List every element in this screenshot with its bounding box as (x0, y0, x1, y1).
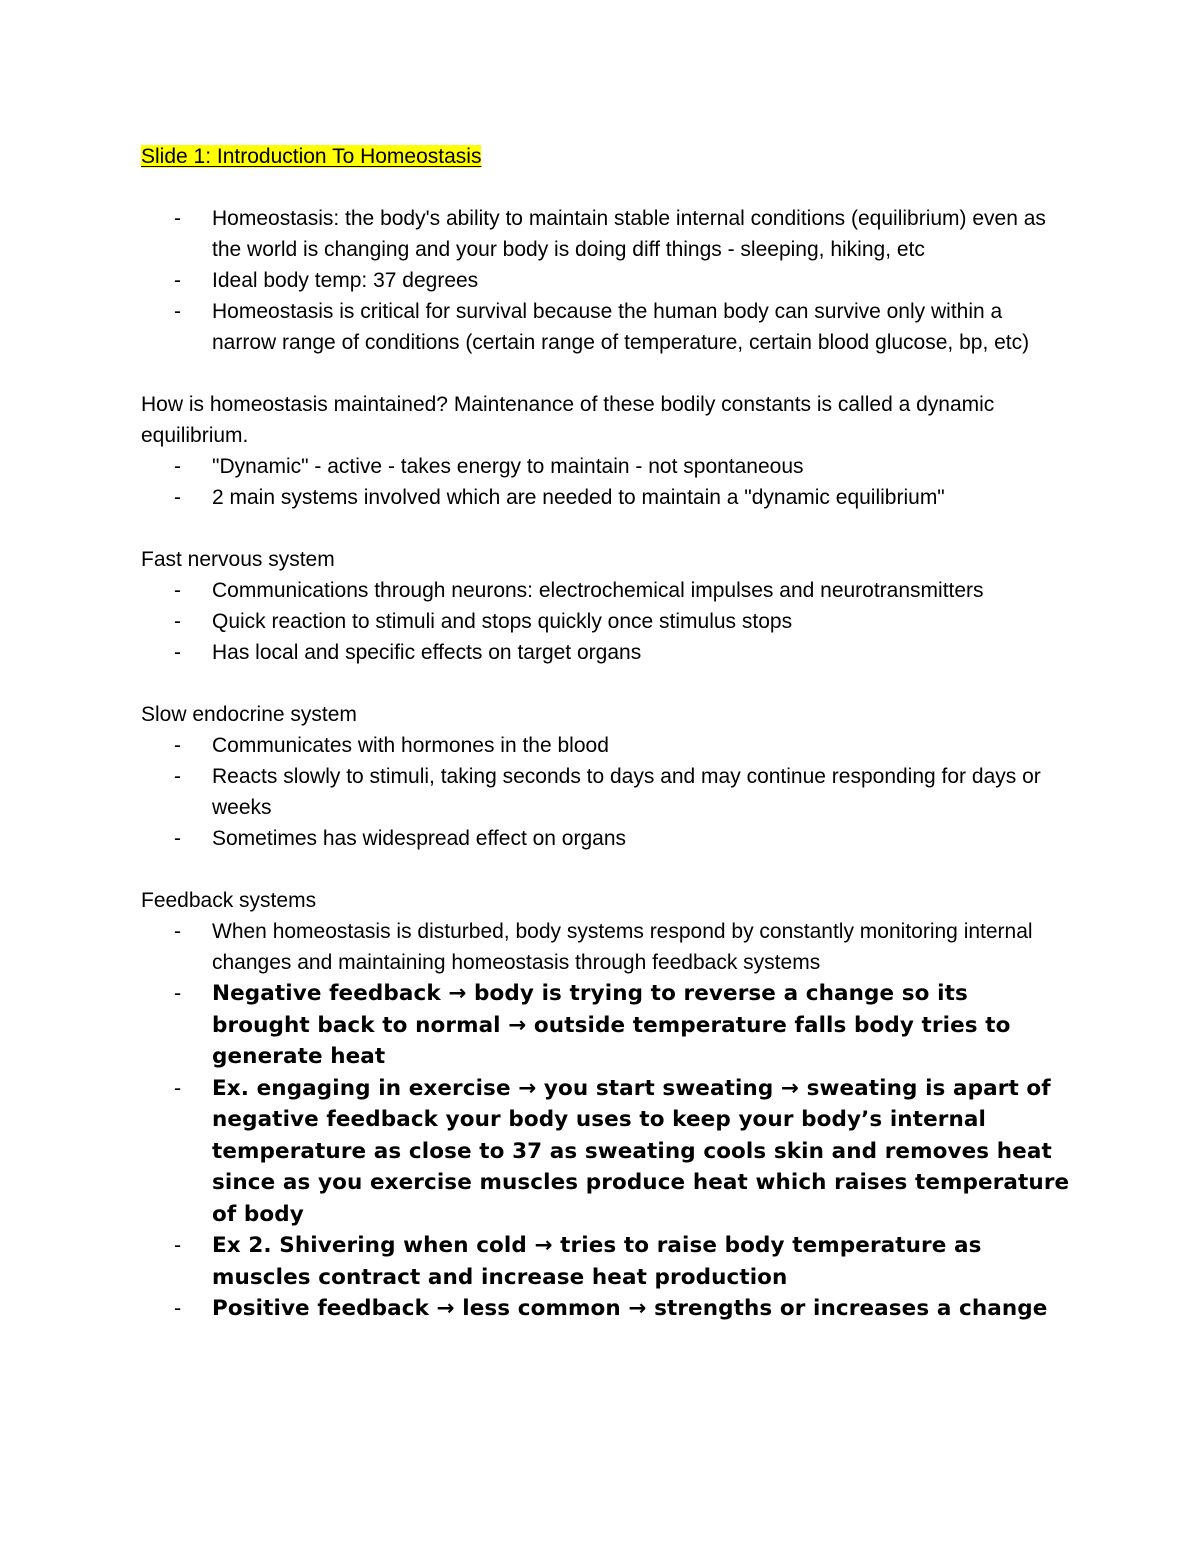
list-item-text: Communicates with hormones in the blood (212, 734, 609, 757)
list-item (141, 761, 1071, 823)
nervous-list (141, 575, 1071, 668)
dash-marker: - (174, 981, 182, 1005)
document-page (141, 141, 1071, 1325)
endocrine-heading: Slow endocrine system (141, 703, 357, 726)
nervous-heading: Fast nervous system (141, 548, 335, 571)
dash-marker: - (174, 1233, 182, 1257)
dash-marker: - (174, 207, 181, 230)
list-item-text: Positive feedback → less common → strengths or increases a change (212, 1296, 1048, 1321)
dash-marker: - (174, 610, 181, 633)
dash-marker: - (174, 486, 181, 509)
list-item (141, 730, 1071, 761)
dash-marker: - (174, 455, 181, 478)
list-item-text: Ex 2. Shivering when cold → tries to raise body temperature as muscles contract and increase heat production (212, 1233, 982, 1290)
blank-line (141, 513, 1071, 544)
dash-marker: - (174, 920, 181, 943)
blank-line (141, 358, 1071, 389)
maintained-paragraph: How is homeostasis maintained? Maintenance of these bodily constants is called a dynamic equilibrium. (141, 393, 995, 447)
dash-marker: - (174, 269, 181, 292)
list-item-text: Communications through neurons: electrochemical impulses and neurotransmitters (212, 579, 984, 602)
maintained-list (141, 451, 1071, 513)
slide-title (141, 141, 1071, 172)
list-item (141, 575, 1071, 606)
dash-marker: - (174, 579, 181, 602)
list-item-text: "Dynamic" - active - takes energy to maintain - not spontaneous (212, 455, 804, 478)
dash-marker: - (174, 765, 181, 788)
list-item-text: Homeostasis is critical for survival because the human body can survive only within a narrow range of conditions (certain range of temperature, certain blood glucose, bp, etc) (212, 300, 1030, 354)
dash-marker: - (174, 827, 181, 850)
list-item-text: When homeostasis is disturbed, body systems respond by constantly monitoring internal changes and maintaining homeostasis through feedback systems (212, 920, 1033, 974)
slide-title-text: Slide 1: Introduction To Homeostasis (141, 145, 482, 168)
list-item (141, 451, 1071, 482)
list-item (141, 296, 1071, 358)
list-item-text: Homeostasis: the body's ability to maintain stable internal conditions (equilibrium) even as the world is changing and your body is doing diff things - sleeping, hiking, etc (212, 207, 1046, 261)
feedback-list (141, 916, 1071, 1325)
list-item-text: Quick reaction to stimuli and stops quickly once stimulus stops (212, 610, 793, 633)
list-item-text: Reacts slowly to stimuli, taking seconds to days and may continue responding for days or weeks (212, 765, 1041, 819)
list-item (141, 916, 1071, 978)
dash-marker: - (174, 1075, 182, 1100)
dash-marker: - (174, 300, 181, 323)
list-item-text: Negative feedback → body is trying to reverse a change so its brought back to normal → outside temperature falls body tries to generate heat (212, 981, 1011, 1069)
blank-line (141, 854, 1071, 885)
blank-line (141, 668, 1071, 699)
dash-marker: - (174, 1296, 182, 1320)
dash-marker: - (174, 734, 181, 757)
dash-marker: - (174, 641, 181, 664)
list-item (141, 265, 1071, 296)
list-item-text: Ideal body temp: 37 degrees (212, 269, 479, 292)
list-item (141, 482, 1071, 513)
list-item-bold (141, 978, 1071, 1073)
list-item-text: Has local and specific effects on target organs (212, 641, 642, 664)
endocrine-list (141, 730, 1071, 854)
list-item (141, 606, 1071, 637)
list-item-text: Ex. engaging in exercise → you start sweating → sweating is apart of negative feedback your body uses to keep your body’s internal temperature as close to 37 as sweating cools skin and removes heat since as you exercise muscles produce heat which raises temperature of body (212, 1075, 1070, 1227)
list-item-text: 2 main systems involved which are needed to maintain a "dynamic equilibrium" (212, 486, 945, 509)
list-item-bold (141, 1073, 1071, 1231)
list-item (141, 203, 1071, 265)
list-item-text: Sometimes has widespread effect on organs (212, 827, 627, 850)
list-item (141, 637, 1071, 668)
intro-list (141, 203, 1071, 358)
list-item-bold (141, 1293, 1071, 1325)
blank-line (141, 172, 1071, 203)
feedback-heading: Feedback systems (141, 889, 317, 912)
list-item (141, 823, 1071, 854)
list-item-bold (141, 1230, 1071, 1293)
